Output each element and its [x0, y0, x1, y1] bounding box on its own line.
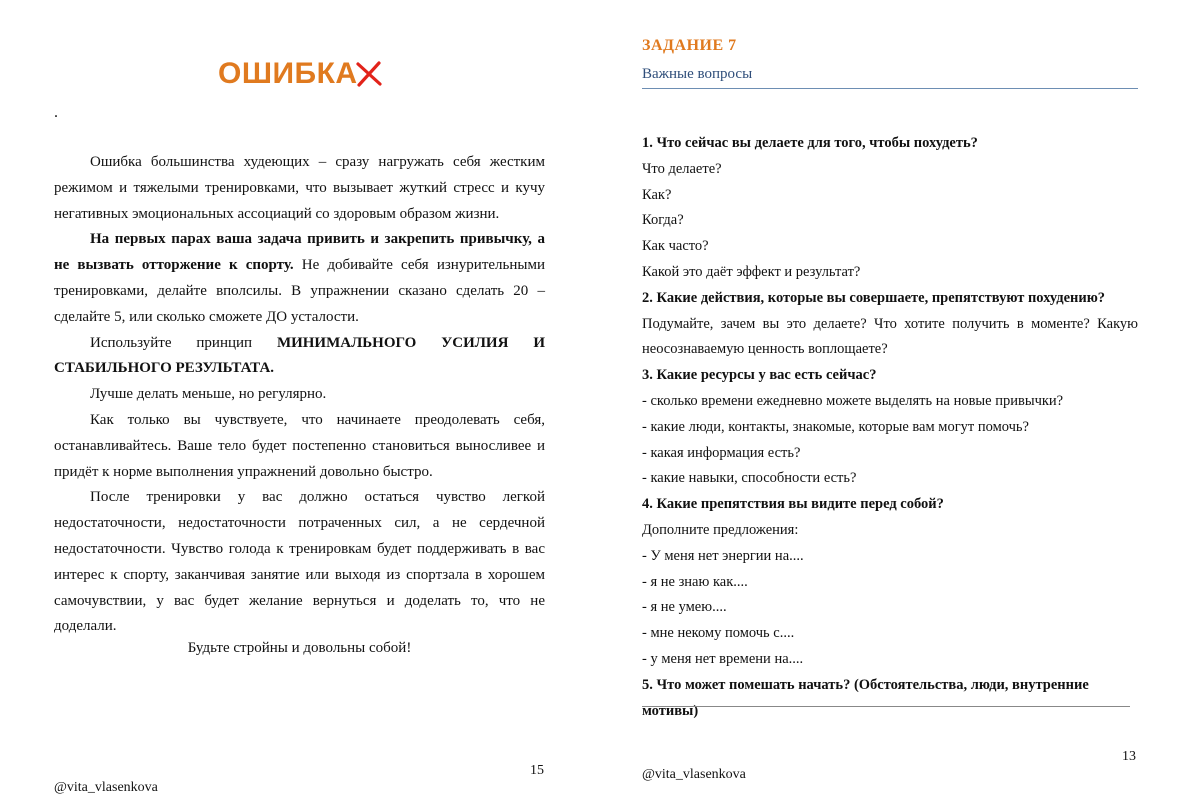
paragraph: Ошибка большинства худеющих – сразу нагружать себя жестким режимом и тяжелыми тренировками, что вызывает жуткий стресс и кучу негативных эмоциональных ассоциаций со здоровым образом жизни. [54, 154, 545, 222]
paragraph-text: Используйте принцип [90, 334, 277, 351]
list-item: - у меня нет времени на.... [642, 650, 804, 667]
list-item: - какие люди, контакты, знакомые, которые вам могут помочь? [642, 418, 1029, 435]
author-handle: @vita_vlasenkova [54, 780, 158, 795]
page-title: ОШИБКА [218, 57, 358, 90]
list-item: Какой это даёт эффект и результат? [642, 263, 861, 280]
question-heading: 5. Что может помешать начать? (Обстоятельства, люди, внутренние мотивы) [642, 676, 1089, 719]
question-heading: 4. Какие препятствия вы видите перед собой? [642, 496, 944, 513]
list-item: - сколько времени ежедневно можете выделять на новые привычки? [642, 392, 1064, 409]
title-divider [642, 88, 1138, 89]
paragraph [54, 331, 545, 383]
stray-dot: . [54, 104, 58, 121]
right-page [600, 0, 1200, 800]
paragraph: Лучше делать меньше, но регулярно. [90, 386, 327, 403]
list-item: - мне некому помочь с.... [642, 625, 795, 642]
question-heading: 3. Какие ресурсы у вас есть сейчас? [642, 367, 877, 384]
list-item: Как? [642, 186, 672, 203]
answer-line [642, 706, 1130, 707]
list-item: Как часто? [642, 238, 709, 255]
task-subtitle: Важные вопросы [642, 66, 753, 82]
list-item: Когда? [642, 212, 684, 229]
article-body [54, 150, 545, 640]
list-item: Дополните предложения: [642, 521, 799, 538]
list-item: - я не знаю как.... [642, 573, 748, 590]
closing-line: Будьте стройны и довольны собой! [187, 640, 412, 656]
question-heading: 2. Какие действия, которые вы совершаете, препятствуют похудению? [642, 289, 1106, 306]
cross-icon [354, 59, 384, 89]
list-item: - У меня нет энергии на.... [642, 547, 804, 564]
page-number: 15 [530, 763, 544, 778]
list-item: - какие навыки, способности есть? [642, 470, 857, 487]
question-list [642, 131, 1138, 724]
page-number: 13 [1122, 749, 1136, 764]
paragraph: Как только вы чувствуете, что начинаете преодолевать себя, останавливайтесь. Ваше тело будет постепенно становиться выносливее и придёт к норме выполнения упражнений довольно быстро. [54, 411, 545, 480]
bold-text: На первых парах ваша задача привить и закрепить привычку, а не вызвать отторжение к спорту. [54, 231, 545, 274]
paragraph: После тренировки у вас должно остаться чувство легкой недостаточности, недостаточности потраченных сил, а не сердечной недостаточности. Чувство голода к тренировкам будет поддерживать в вас интерес к спорту, заканчивая занятие или выходя из спортзала в хорошем самочувствии, у вас будет желание вернуться и доделать то, что не доделали. [54, 489, 545, 635]
paragraph-text: Не добивайте себя изнурительными тренировками, делайте вполсилы. В упражнении сказано сделать 20 – сделайте 5, или сколько сможете ДО усталости. [54, 257, 545, 325]
list-item: - какая информация есть? [642, 444, 801, 461]
list-item: Подумайте, зачем вы это делаете? Что хотите получить в моменте? Какую неосознаваемую ценность воплощаете? [642, 315, 1138, 358]
list-item: - я не умею.... [642, 599, 727, 616]
question-heading: 1. Что сейчас вы делаете для того, чтобы похудеть? [642, 135, 978, 151]
author-handle: @vita_vlasenkova [642, 767, 746, 782]
list-item: Что делаете? [642, 160, 722, 177]
bold-text: МИНИМАЛЬНОГО УСИЛИЯ И СТАБИЛЬНОГО РЕЗУЛЬТАТА. [54, 334, 545, 377]
paragraph [54, 227, 545, 330]
task-title: ЗАДАНИЕ 7 [642, 37, 737, 54]
